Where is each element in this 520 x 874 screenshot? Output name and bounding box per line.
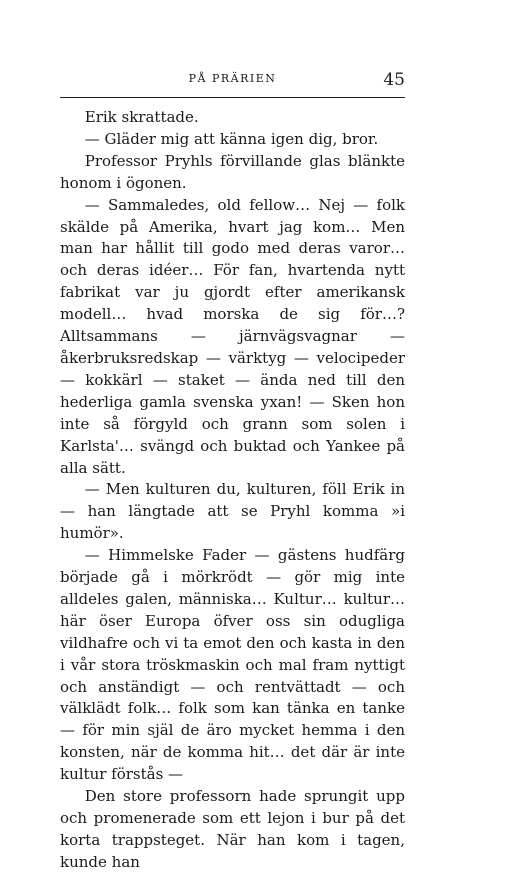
paragraph: Erik skrattade.: [84, 108, 199, 126]
paragraph: Den store professorn hade sprungit upp och promenerade som ett lejon i bur på det korta trappsteget. När han kom i tagen, kunde han: [60, 787, 405, 871]
paragraph: — Sammaledes, old fellow… Nej — folk skälde på Amerika, hvart jag kom… Men man har hållit till godo med deras varor… och deras idéer… För fan, hvartenda nytt fabrikat var ju gjordt efter amerikansk modell… hvad morska de sig för…? Alltsammans — järnvägsvagnar — åkerbruksredskap — värktyg — velocipeder — kokkärl — staket — ända ned till den hederliga gamla svenska yxan! — Sken hon inte så förgyld och grann som solen i Karlsta'… svängd och buktad och Yankee på alla sätt.: [60, 195, 405, 477]
paragraph: — Men kulturen du, kulturen, föll Erik in — han längtade att se Pryhl komma »i humör».: [60, 480, 405, 543]
paragraph: Professor Pryhls förvillande glas blänkte honom i ögonen.: [60, 151, 405, 192]
running-title: PÅ PRÄRIEN: [188, 72, 277, 85]
body-text: [60, 107, 405, 874]
header-rule: [60, 97, 405, 98]
page-number: 45: [383, 70, 405, 90]
paragraph: — Gläder mig att känna igen dig, bror.: [84, 129, 379, 148]
page-header: [60, 70, 405, 96]
paragraph: — Himmelske Fader — gästens hudfärg började gå i mörkrödt — gör mig inte alldeles galen, människa… Kultur… kultur… här öser Europa öfver oss sin odugliga vildhafre och vi ta emot den och kasta in den i vår stora tröskmaskin och mal fram nyttigt och anständigt — och rentvättadt — och välklädt folk… folk som kan tänka en tanke — för min själ de äro mycket hemma i den konsten, när de komma hit… det där är inte kultur förstås —: [60, 546, 405, 784]
